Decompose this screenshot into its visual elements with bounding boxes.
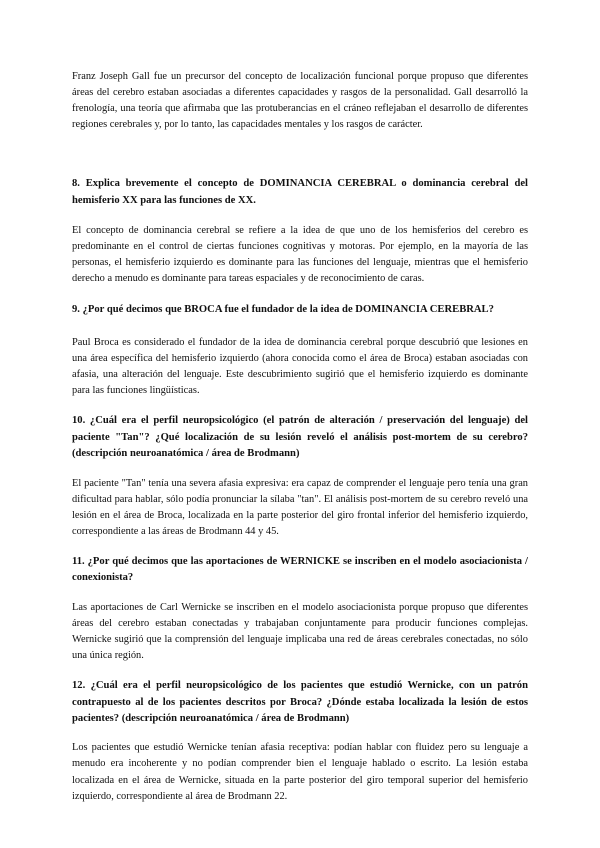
question-8: 8. Explica brevemente el concepto de DOMINANCIA CEREBRAL o dominancia cerebral del hemisferio XX para las funciones de XX.	[72, 178, 528, 206]
answer-9: Paul Broca es considerado el fundador de la idea de dominancia cerebral porque descubrió que lesiones en una área específica del hemisferio izquierdo (ahora conocida como el área de Broca) estaban asociadas con afasia, una alteración del lenguaje. Este descubrimiento sugirió que el hemisferio izquierdo es dominante para las funciones lingüísticas.	[72, 336, 528, 397]
question-10: 10. ¿Cuál era el perfil neuropsicológico (el patrón de alteración / preservación del lenguaje) del paciente "Tan"? ¿Qué localización de su lesión reveló el análisis post-mortem de su cerebro? (descripción neuroanatómica / área de Brodmann)	[72, 415, 528, 460]
question-9: 9. ¿Por qué decimos que BROCA fue el fundador de la idea de DOMINANCIA CEREBRAL?	[72, 303, 494, 315]
answer-12: Los pacientes que estudió Wernicke tenían afasia receptiva: podían hablar con fluidez pero su lenguaje a menudo era incoherente y no podían comprender bien el lenguaje hablado o escrito. La lesión estaba localizada en el área de Wernicke, situada en la parte posterior del giro temporal superior del hemisferio izquierdo, correspondiente al área de Brodmann 22.	[72, 742, 528, 802]
answer-8: El concepto de dominancia cerebral se refiere a la idea de que uno de los hemisferios del cerebro es predominante en el control de ciertas funciones cognitivas y motoras. Por ejemplo, en la mayoría de las personas, el hemisferio izquierdo es dominante para las funciones del lenguaje, mientras que el hemisferio derecho a menudo es dominante para tareas espaciales y de reconocimiento de caras.	[72, 225, 528, 285]
answer-11: Las aportaciones de Carl Wernicke se inscriben en el modelo asociacionista porque propuso que diferentes áreas del cerebro estaban conectadas y trabajaban conjuntamente para producir funciones complejas. Wernicke sugirió que la comprensión del lenguaje implicaba una red de áreas cerebrales conectadas, no sólo una única región.	[72, 601, 528, 662]
question-12: 12. ¿Cuál era el perfil neuropsicológico de los pacientes que estudió Wernicke, con un patrón contrapuesto al de los pacientes descritos por Broca? ¿Dónde estaba localizada la lesión de estos pacientes? (descripción neuroanatómica / área de Brodmann)	[72, 680, 528, 724]
question-11: 11. ¿Por qué decimos que las aportaciones de WERNICKE se inscriben en el modelo asociacionista / conexionista?	[72, 555, 528, 584]
intro-paragraph: Franz Joseph Gall fue un precursor del concepto de localización funcional porque propuso que diferentes áreas del cerebro estaban asociadas a diferentes capacidades y rasgos de la personalidad. Gall desarrolló la frenología, una teoría que afirmaba que las protuberancias en el cráneo reflejaban el desarrollo de diferentes regiones cerebrales y, por lo tanto, las capacidades mentales y los rasgos de carácter.	[72, 71, 528, 131]
answer-10: El paciente "Tan" tenía una severa afasia expresiva: era capaz de comprender el lenguaje pero tenía una gran dificultad para hablar, sólo podía pronunciar la sílaba "tan". El análisis post-mortem de su cerebro reveló una lesión en el área de Broca, localizada en la parte posterior del giro frontal inferior del hemisferio izquierdo, correspondiente a las áreas de Brodmann 44 y 45.	[72, 477, 528, 537]
